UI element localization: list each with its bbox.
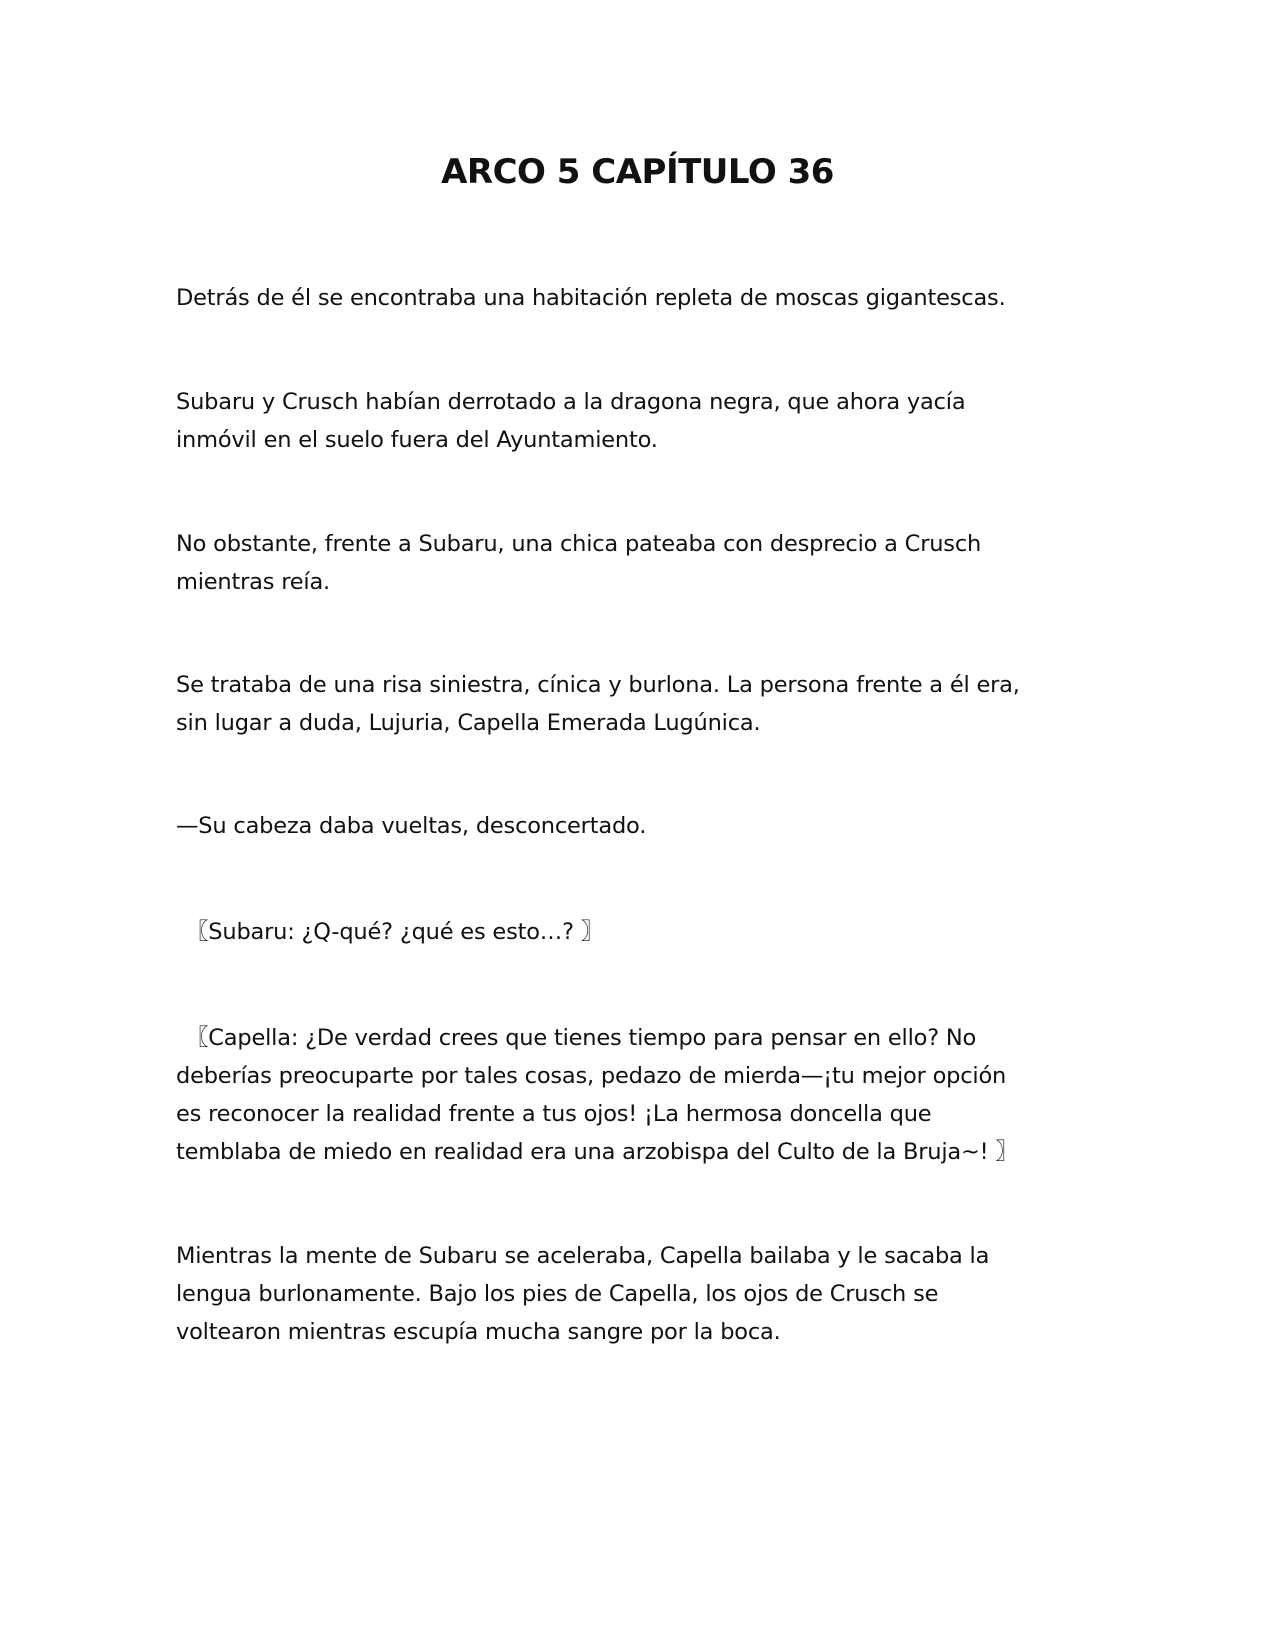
paragraph-1 xyxy=(176,279,1076,317)
paragraph-line: —Su cabeza daba vueltas, desconcertado. xyxy=(176,813,647,839)
paragraph-line: voltearon mientras escupía mucha sangre por la boca. xyxy=(176,1319,781,1345)
paragraph-3 xyxy=(176,525,1076,601)
paragraph-line: Mientras la mente de Subaru se aceleraba, Capella bailaba y le sacaba la xyxy=(176,1243,990,1269)
chapter-title: ARCO 5 CAPÍTULO 36 xyxy=(441,152,834,192)
paragraph-line: temblaba de miedo en realidad era una arzobispa del Culto de la Bruja~! 〗 xyxy=(176,1139,1018,1165)
paragraph-8 xyxy=(176,1237,1076,1351)
paragraph-line: inmóvil en el suelo fuera del Ayuntamiento. xyxy=(176,427,658,453)
dialogue-subaru xyxy=(186,913,1086,951)
paragraph-line: 〖Capella: ¿De verdad crees que tienes tiempo para pensar en ello? No xyxy=(186,1025,977,1051)
paragraph-line: Detrás de él se encontraba una habitación repleta de moscas gigantescas. xyxy=(176,285,1006,311)
paragraph-line: No obstante, frente a Subaru, una chica pateaba con desprecio a Crusch xyxy=(176,531,982,557)
paragraph-line: mientras reía. xyxy=(176,569,330,595)
paragraph-line: deberías preocuparte por tales cosas, pedazo de mierda—¡tu mejor opción xyxy=(176,1063,1007,1089)
paragraph-line: Se trataba de una risa siniestra, cínica y burlona. La persona frente a él era, xyxy=(176,672,1020,698)
paragraph-line: es reconocer la realidad frente a tus ojos! ¡La hermosa doncella que xyxy=(176,1101,932,1127)
paragraph-4 xyxy=(176,666,1076,742)
paragraph-2 xyxy=(176,383,1076,459)
paragraph-line: lengua burlonamente. Bajo los pies de Capella, los ojos de Crusch se xyxy=(176,1281,939,1307)
paragraph-5 xyxy=(176,807,1076,845)
paragraph-line: sin lugar a duda, Lujuria, Capella Emerada Lugúnica. xyxy=(176,710,761,736)
paragraph-line: 〖Subaru: ¿Q-qué? ¿qué es esto…? 〗 xyxy=(186,919,604,945)
paragraph-line: Subaru y Crusch habían derrotado a la dragona negra, que ahora yacía xyxy=(176,389,966,415)
dialogue-capella xyxy=(176,1019,1086,1171)
